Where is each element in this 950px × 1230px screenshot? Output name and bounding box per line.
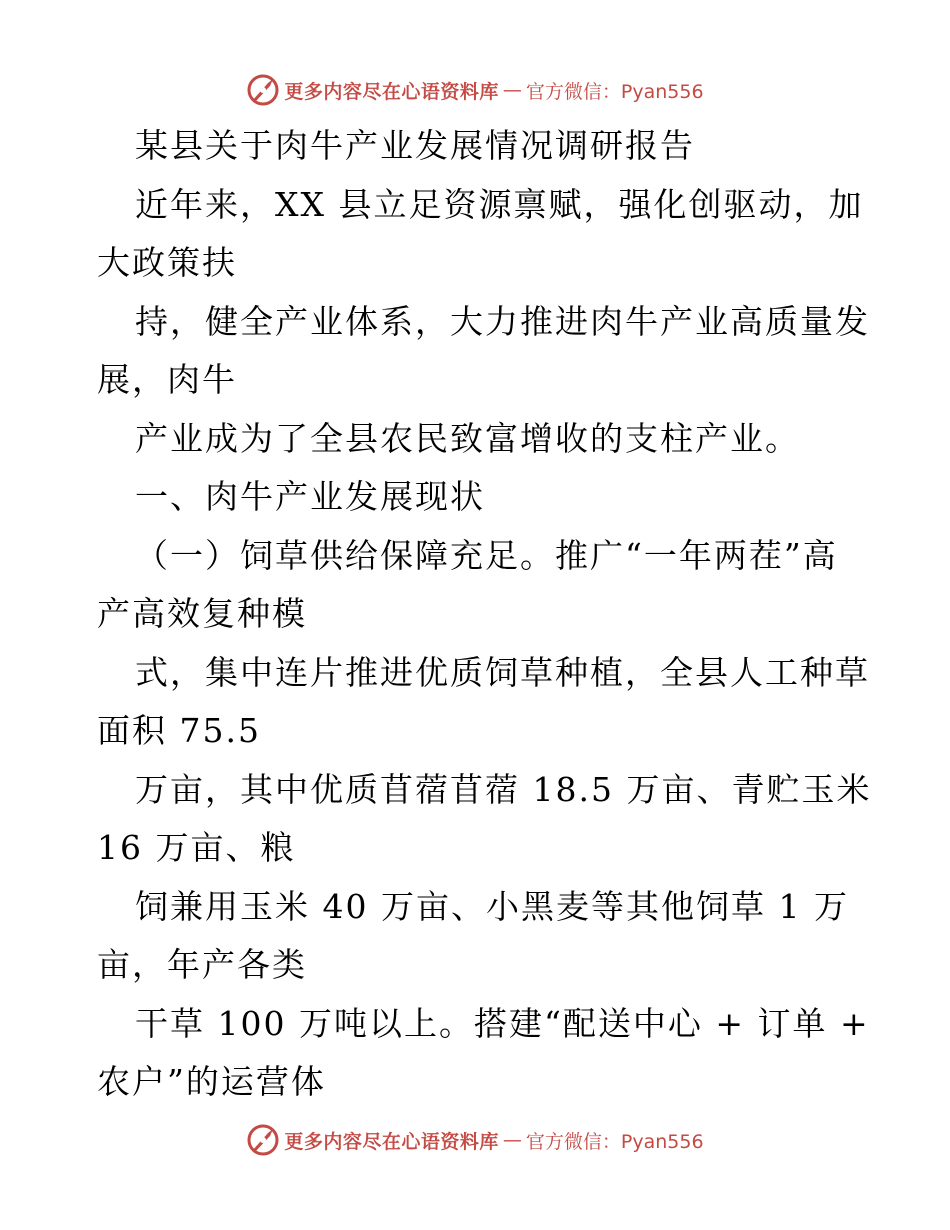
header-watermark (0, 70, 950, 110)
paragraph-line: 亩，年产各类 (97, 945, 307, 984)
quill-logo-icon (246, 1123, 280, 1157)
document-body (97, 117, 872, 1112)
paragraph-line: 农户”的运营体 (97, 1062, 326, 1101)
watermark-text: 更多内容尽在心语资料库 (284, 80, 499, 103)
watermark-separator: — (502, 79, 522, 101)
watermark-contact: 官方微信：Pyan556 (525, 80, 704, 103)
watermark-group (246, 1123, 703, 1157)
paragraph-line: 展，肉牛 (97, 360, 237, 399)
watermark-group (246, 73, 703, 107)
paragraph-line: 近年来，XX 县立足资源禀赋，强化创驱动，加 (135, 184, 864, 224)
watermark-text: 更多内容尽在心语资料库 (284, 1130, 499, 1153)
footer-watermark (0, 1120, 950, 1160)
watermark-separator: — (502, 1129, 522, 1151)
watermark-contact: 官方微信：Pyan556 (525, 1130, 704, 1153)
paragraph-line: 面积 75.5 (97, 711, 261, 750)
quill-logo-icon (246, 73, 280, 107)
paragraph-line: 干草 100 万吨以上。搭建“配送中心 + 订单 + (135, 1003, 870, 1043)
paragraph-line: 式，集中连片推进优质饲草种植，全县人工种草 (135, 652, 870, 692)
paragraph-line: （一）饲草供给保障充足。推广“一年两茬”高 (135, 535, 838, 575)
paragraph-line: 大政策扶 (97, 243, 237, 282)
paragraph-line: 饲兼用玉米 40 万亩、小黑麦等其他饲草 1 万 (135, 886, 849, 926)
paragraph-line: 16 万亩、粮 (97, 828, 296, 867)
paragraph-line: 产高效复种模 (97, 594, 307, 633)
paragraph-line: 产业成为了全县农民致富增收的支柱产业。 (135, 418, 800, 458)
document-title: 某县关于肉牛产业发展情况调研报告 (135, 126, 695, 165)
paragraph-line: 持，健全产业体系，大力推进肉牛产业高质量发 (135, 301, 870, 341)
section-heading: 一、肉牛产业发展现状 (135, 477, 485, 516)
paragraph-line: 万亩，其中优质苜蓿苜蓿 18.5 万亩、青贮玉米 (135, 769, 872, 809)
